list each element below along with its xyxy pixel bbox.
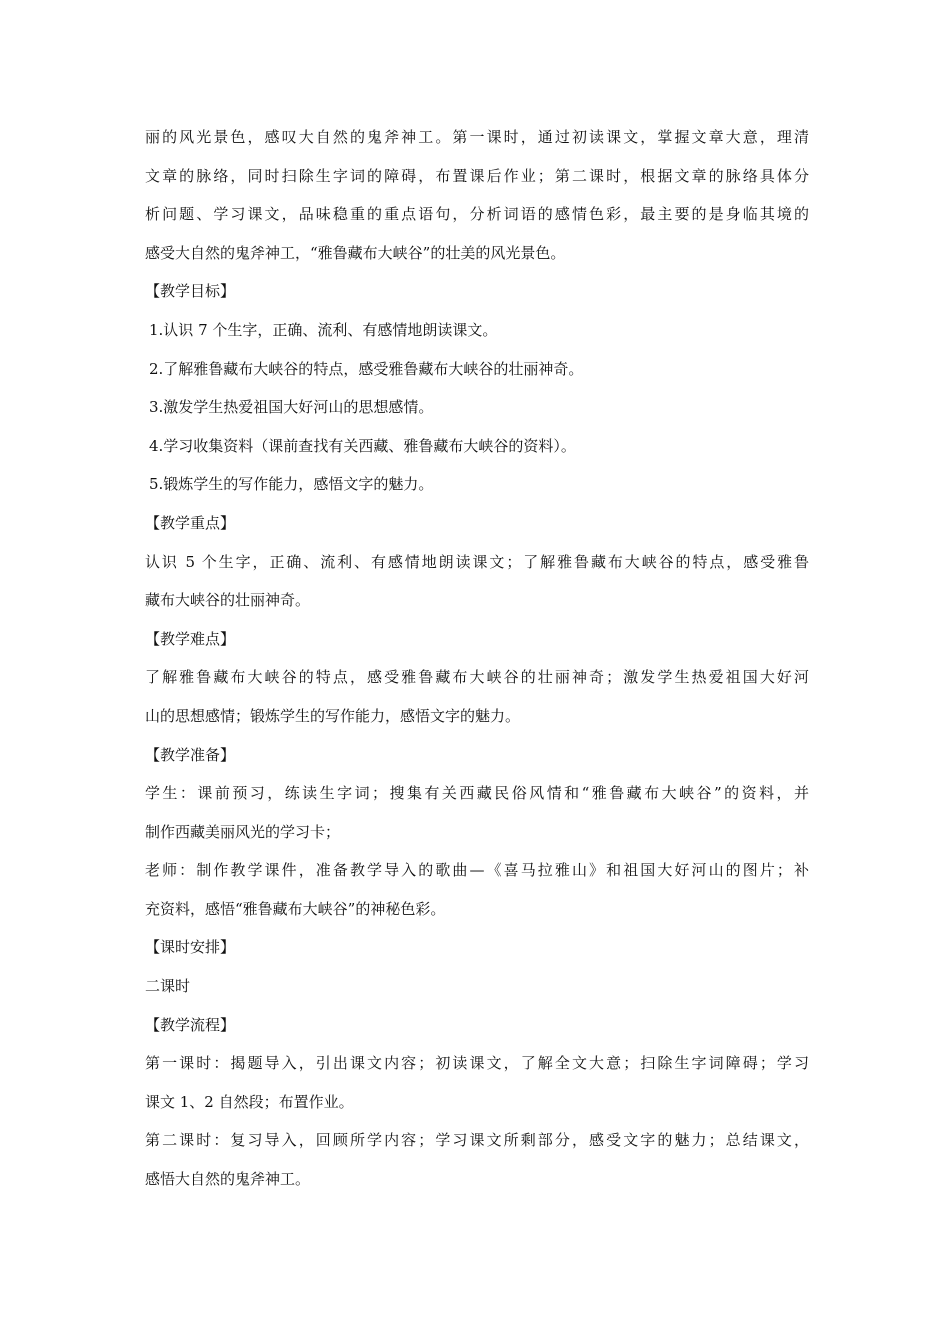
intro-line: 文章的脉络，同时扫除生字词的障碍，布置课后作业；第二课时，根据文章的脉络具体分	[145, 166, 809, 185]
preparation-student-line: 制作西藏美丽风光的学习卡；	[145, 822, 341, 841]
key-points-heading: 【教学重点】	[145, 513, 236, 532]
key-points-line: 藏布大峡谷的壮丽神奇。	[145, 591, 311, 610]
objectives-heading: 【教学目标】	[145, 282, 236, 301]
process-heading: 【教学流程】	[145, 1015, 236, 1034]
preparation-teacher-line: 老师：制作教学课件，准备教学导入的歌曲—《喜马拉雅山》和祖国大好河山的图片；补	[145, 861, 809, 880]
intro-line: 丽的风光景色，感叹大自然的鬼斧神工。第一课时，通过初读课文，掌握文章大意，理清	[145, 128, 809, 146]
intro-paragraph	[145, 118, 809, 272]
objective-item: 4.学习收集资料（课前查找有关西藏、雅鲁藏布大峡谷的资料）。	[149, 436, 576, 455]
difficulties-heading: 【教学难点】	[145, 629, 236, 648]
intro-line: 感受大自然的鬼斧神工，“雅鲁藏布大峡谷”的壮美的风光景色。	[145, 243, 566, 262]
preparation-student-line: 学生：课前预习，练读生字词；搜集有关西藏民俗风情和“雅鲁藏布大峡谷”的资料，并	[145, 784, 809, 803]
schedule-text: 二课时	[145, 977, 191, 996]
schedule-heading: 【课时安排】	[145, 938, 236, 957]
objective-item: 3.激发学生热爱祖国大好河山的思想感情。	[149, 398, 434, 417]
intro-line: 析问题、学习课文，品味稳重的重点语句，分析词语的感情色彩，最主要的是身临其境的	[145, 205, 809, 224]
key-points-line: 认识 5 个生字，正确、流利、有感情地朗读课文；了解雅鲁藏布大峡谷的特点，感受雅鲁	[145, 552, 809, 571]
document-page	[145, 118, 809, 1199]
objective-item: 1.认识 7 个生字，正确、流利、有感情地朗读课文。	[149, 320, 498, 339]
process-lesson1-line: 第一课时：揭题导入，引出课文内容；初读课文，了解全文大意；扫除生字词障碍；学习	[145, 1054, 809, 1073]
process-section	[145, 1006, 809, 1199]
difficulties-line: 山的思想感情；锻炼学生的写作能力，感悟文字的魅力。	[145, 706, 521, 725]
objective-item: 5.锻炼学生的写作能力，感悟文字的魅力。	[149, 475, 434, 494]
difficulties-section	[145, 620, 809, 736]
preparation-section	[145, 736, 809, 929]
objectives-section	[145, 272, 809, 504]
preparation-heading: 【教学准备】	[145, 745, 236, 764]
objective-item: 2.了解雅鲁藏布大峡谷的特点，感受雅鲁藏布大峡谷的壮丽神奇。	[149, 359, 584, 378]
key-points-section	[145, 504, 809, 620]
schedule-section	[145, 928, 809, 1005]
process-lesson2-line: 第二课时：复习导入，回顾所学内容；学习课文所剩部分，感受文字的魅力；总结课文，	[145, 1131, 809, 1150]
process-lesson1-line: 课文 1、2 自然段；布置作业。	[145, 1092, 354, 1111]
difficulties-line: 了解雅鲁藏布大峡谷的特点，感受雅鲁藏布大峡谷的壮丽神奇；激发学生热爱祖国大好河	[145, 668, 809, 687]
preparation-teacher-line: 充资料，感悟“雅鲁藏布大峡谷”的神秘色彩。	[145, 899, 446, 918]
process-lesson2-line: 感悟大自然的鬼斧神工。	[145, 1170, 311, 1189]
